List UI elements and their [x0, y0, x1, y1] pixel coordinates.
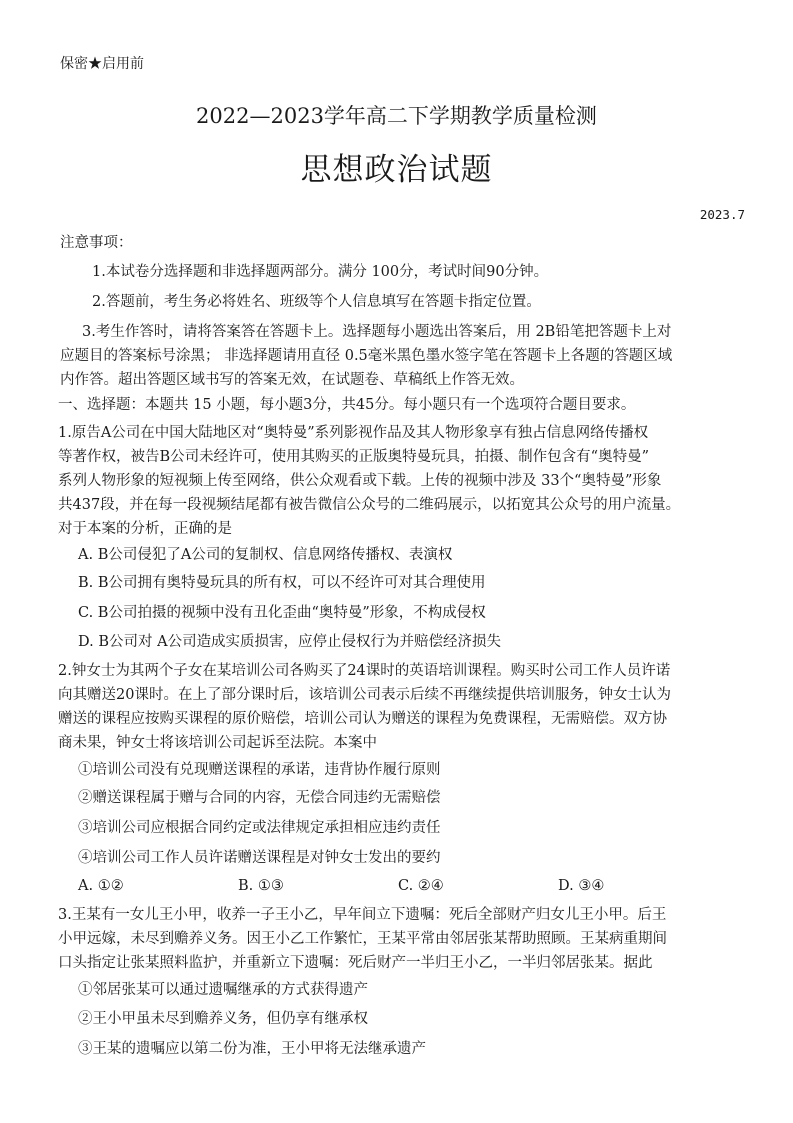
- notice-item-3-line-1: 3.考生作答时，请将答案答在答题卡上。选择题每小题选出答案后，用 2B铅笔把答题卡上对: [82, 324, 672, 340]
- subject-title: 思想政治试题: [300, 152, 493, 188]
- q2-option-d: D. ③④: [558, 878, 605, 894]
- q2-stem-line-2: 向其赠送20课时。在上了部分课时后，该培训公司表示后续不再继续提供培训服务，钟女士认为: [58, 687, 671, 703]
- notice-heading: 注意事项：: [60, 235, 133, 251]
- q3-stem-line-1: 3.王某有一女儿王小甲，收养一子王小乙，早年间立下遗嘱：死后全部财产归女儿王小甲。后王: [58, 907, 667, 923]
- q2-statement-3: ③培训公司应根据合同约定或法律规定承担相应违约责任: [78, 820, 441, 836]
- q2-option-a: A. ①②: [78, 878, 124, 894]
- q2-option-c: C. ②④: [398, 878, 444, 894]
- q2-statement-2: ②赠送课程属于赠与合同的内容，无偿合同违约无需赔偿: [78, 790, 441, 806]
- q1-stem-line-1: 1.原告A公司在中国大陆地区对“奥特曼”系列影视作品及其人物形象享有独占信息网络传播权: [58, 425, 649, 441]
- notice-item-2: 2.答题前，考生务必将姓名、班级等个人信息填写在答题卡指定位置。: [92, 294, 541, 310]
- q2-stem-line-3: 赠送的课程应按购买课程的原价赔偿，培训公司认为赠送的课程为免费课程，无需赔偿。双方协: [58, 711, 667, 727]
- exam-title: 2022—2023学年高二下学期教学质量检测: [196, 104, 597, 128]
- q3-statement-3: ③王某的遗嘱应以第二份为准，王小甲将无法继承遗产: [78, 1041, 426, 1057]
- q1-stem-line-2: 等著作权，被告B公司未经许可，使用其购买的正版奥特曼玩具，拍摄、制作包含有“奥特曼”: [58, 449, 649, 465]
- q2-stem-line-4: 商未果，钟女士将该培训公司起诉至法院。本案中: [58, 735, 377, 751]
- q3-statement-2: ②王小甲虽未尽到赡养义务，但仍享有继承权: [78, 1011, 368, 1027]
- q2-statement-4: ④培训公司工作人员许诺赠送课程是对钟女士发出的要约: [78, 850, 441, 866]
- q3-stem-line-2: 小甲远嫁，未尽到赡养义务。因王小乙工作繁忙，王某平常由邻居张某帮助照顾。王某病重期间: [58, 931, 667, 947]
- q3-stem-line-3: 口头指定让张某照料监护，并重新立下遗嘱：死后财产一半归王小乙，一半归邻居张某。据此: [58, 955, 653, 971]
- exam-date: 2023.7: [699, 207, 745, 222]
- notice-item-3-line-3: 内作答。超出答题区域书写的答案无效，在试题卷、草稿纸上作答无效。: [60, 372, 524, 388]
- q1-stem-line-5: 对于本案的分析，正确的是: [58, 521, 232, 537]
- q2-statement-1: ①培训公司没有兑现赠送课程的承诺，违背协作履行原则: [78, 762, 441, 778]
- q3-statement-1: ①邻居张某可以通过遗嘱继承的方式获得遗产: [78, 982, 368, 998]
- notice-item-3-line-2: 应题目的答案标号涂黑； 非选择题请用直径 0.5毫米黑色墨水签字笔在答题卡上各题的答题区域: [60, 348, 673, 364]
- q1-stem-line-4: 共437段，并在每一段视频结尾都有被告微信公众号的二维码展示，以拓宽其公众号的用户流量。: [58, 497, 681, 513]
- q2-stem-line-1: 2.钟女士为其两个子女在某培训公司各购买了24课时的英语培训课程。购买时公司工作人员许诺: [58, 663, 671, 679]
- q1-option-b: B. B公司拥有奥特曼玩具的所有权，可以不经许可对其合理使用: [78, 575, 486, 591]
- confidential-label: 保密★启用前: [60, 56, 144, 72]
- section-1-heading: 一、选择题：本题共 15 小题，每小题3分，共45分。每小题只有一个选项符合题目要求。: [58, 397, 636, 413]
- q1-option-d: D. B公司对 A公司造成实质损害，应停止侵权行为并赔偿经济损失: [78, 634, 502, 650]
- q2-option-b: B. ①③: [238, 878, 284, 894]
- notice-item-1: 1.本试卷分选择题和非选择题两部分。满分 100分，考试时间90分钟。: [92, 264, 549, 280]
- q1-stem-line-3: 系列人物形象的短视频上传至网络，供公众观看或下载。上传的视频中涉及 33个“奥特曼”形象: [58, 473, 662, 489]
- q1-option-c: C. B公司拍摄的视频中没有丑化歪曲“奥特曼”形象，不构成侵权: [78, 605, 486, 621]
- q1-option-a: A. B公司侵犯了A公司的复制权、信息网络传播权、表演权: [78, 547, 453, 563]
